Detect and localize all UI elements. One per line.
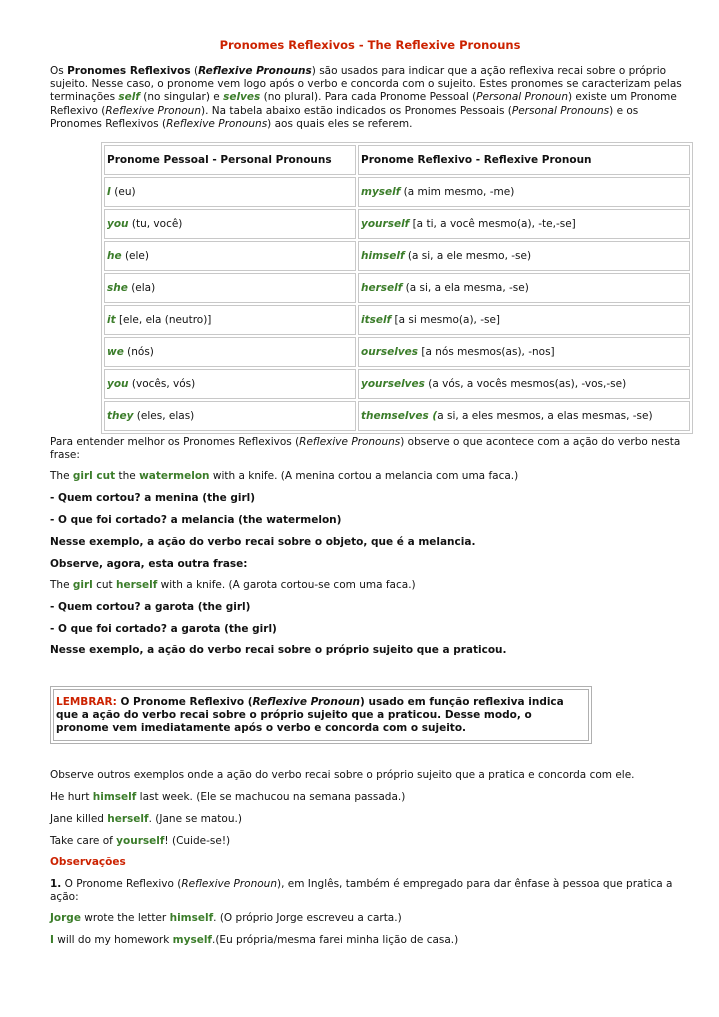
reflexive-pronoun: ourselves xyxy=(361,345,419,358)
translation: (a mim mesmo, -me) xyxy=(400,185,515,198)
intro-text: ) são usados para indicar que a ação reflexiva recai sobre o próprio sujeito. Nesse caso, o pronome vem logo após o verbo e concorda com o sujeito. Estes pronomes se caracterizam pelas terminações xyxy=(50,65,682,104)
section-heading: Observações xyxy=(50,856,126,868)
body-highlight: himself xyxy=(92,791,137,803)
body-bold: Nesse exemplo, a ação do verbo recai sobre o próprio sujeito que a praticou. xyxy=(50,644,507,656)
example-sentence xyxy=(50,579,690,592)
table-row xyxy=(104,209,690,239)
body-highlight: himself xyxy=(169,912,214,924)
translation: [a si mesmo(a), -se] xyxy=(391,313,501,326)
intro-text: ) existe um Pronome Reflexivo ( xyxy=(50,91,677,117)
examples-intro xyxy=(50,769,690,782)
body-bold: Observe, agora, esta outra frase: xyxy=(50,558,248,570)
body-text: will do my homework xyxy=(53,934,173,946)
intro-text: ( xyxy=(190,65,199,77)
reflexive-pronoun: myself xyxy=(361,185,401,198)
reminder-content: ) usado em função reflexiva indica que a ação do verbo recai sobre o próprio sujeito que a praticou. Desse modo, o pronome vem imediatamente após o verbo e concorda com o sujeito. xyxy=(56,696,564,735)
body-text: cut xyxy=(92,579,117,591)
body-bold: - O que foi cortado? a melancia (the watermelon) xyxy=(50,514,342,526)
body-highlight: myself xyxy=(172,934,212,946)
table-cell xyxy=(358,209,690,239)
translation: [a ti, a você mesmo(a), -te,-se] xyxy=(409,217,576,230)
observations-heading xyxy=(50,856,690,869)
intro-text: (no plural). Para cada Pronome Pessoal ( xyxy=(260,91,477,104)
body-highlight: I xyxy=(50,934,54,946)
reflexive-pronoun: himself xyxy=(361,249,405,262)
body-highlight: herself xyxy=(107,813,149,825)
intro-text: ) aos quais eles se referem. xyxy=(267,117,413,130)
body-bold: - Quem cortou? a menina (the girl) xyxy=(50,492,256,504)
personal-pronoun: it xyxy=(107,313,116,326)
conclusion-line xyxy=(50,536,690,549)
page-title: Pronomes Reflexivos - The Reflexive Pronouns xyxy=(219,38,521,52)
observation-item xyxy=(50,878,690,904)
question-line xyxy=(50,601,690,614)
personal-pronoun: she xyxy=(107,281,128,294)
reminder-content: O Pronome Reflexivo ( xyxy=(116,696,253,708)
intro-bold: Pronomes Reflexivos xyxy=(67,65,191,77)
translation: a si, a eles mesmos, a elas mesmas, -se) xyxy=(437,409,653,422)
example-sentence xyxy=(50,835,690,848)
body-text: ), em Inglês, também é empregado para dar ênfase à pessoa que pratica a ação: xyxy=(50,878,673,904)
translation: (a si, a ele mesmo, -se) xyxy=(404,249,532,262)
intro-bold-italic: Reflexive Pronouns xyxy=(198,65,312,77)
table-cell xyxy=(358,401,690,431)
intro-text: ). Na tabela abaixo estão indicados os Pronomes Pessoais ( xyxy=(201,104,512,117)
question-line xyxy=(50,514,690,527)
table-header-row xyxy=(104,145,690,175)
translation: (a si, a ela mesma, -se) xyxy=(402,281,529,294)
reflexive-pronoun: herself xyxy=(361,281,403,294)
body-bold: - Quem cortou? a garota (the girl) xyxy=(50,601,251,613)
pronoun-table xyxy=(101,142,693,434)
example-sentence xyxy=(50,791,690,804)
example-sentence xyxy=(50,912,690,925)
table-cell xyxy=(104,241,356,271)
intro-text: Os xyxy=(50,65,68,77)
intro-text: (no singular) e xyxy=(139,91,224,104)
body-text: The xyxy=(50,470,73,482)
body-text: last week. (Ele se machucou na semana passada.) xyxy=(136,791,406,803)
intro-text: ) e os Pronomes Reflexivos ( xyxy=(50,104,639,130)
table-row xyxy=(104,305,690,335)
reminder-box xyxy=(50,686,592,744)
table-cell xyxy=(358,177,690,207)
example-sentence xyxy=(50,813,690,826)
translation: (eu) xyxy=(110,185,136,198)
reflexive-pronoun: yourself xyxy=(361,217,410,230)
table-row xyxy=(104,369,690,399)
body-highlight: Jorge xyxy=(50,912,81,924)
body-italic: Reflexive Pronoun xyxy=(181,878,277,890)
body-text: ) observe o que acontece com a ação do verbo nesta frase: xyxy=(50,436,681,462)
reflexive-pronoun: itself xyxy=(361,313,392,326)
intro-highlight: selves xyxy=(223,91,261,104)
table-cell xyxy=(104,209,356,239)
table-row xyxy=(104,401,690,431)
personal-pronoun: he xyxy=(107,249,122,262)
explanation-paragraph xyxy=(50,436,690,462)
body-highlight: yourself xyxy=(116,835,165,847)
table-header: Pronome Reflexivo - Reflexive Pronoun xyxy=(358,145,690,175)
body-text: O Pronome Reflexivo ( xyxy=(61,878,182,890)
body-text: with a knife. (A garota cortou-se com uma faca.) xyxy=(157,579,416,591)
body-text: ! (Cuide-se!) xyxy=(164,835,231,847)
table-row xyxy=(104,177,690,207)
body-bold: - O que foi cortado? a garota (the girl) xyxy=(50,623,277,635)
intro-italic: Personal Pronouns xyxy=(511,104,610,117)
body-italic: Reflexive Pronouns xyxy=(299,436,401,448)
body-text: . (O próprio Jorge escreveu a carta.) xyxy=(213,912,402,924)
body-text: He hurt xyxy=(50,791,93,803)
personal-pronoun: I xyxy=(107,185,111,198)
translation: (ele) xyxy=(121,249,149,262)
body-text: .(Eu própria/mesma farei minha lição de casa.) xyxy=(212,934,459,946)
table-row xyxy=(104,273,690,303)
intro-italic: Personal Pronoun xyxy=(476,91,568,104)
translation: (ela) xyxy=(127,281,156,294)
body-highlight: watermelon xyxy=(139,470,210,482)
body-text: wrote the letter xyxy=(80,912,170,924)
body-text: Para entender melhor os Pronomes Reflexivos ( xyxy=(50,436,300,448)
translation: (nós) xyxy=(123,345,154,358)
table-header: Pronome Pessoal - Personal Pronouns xyxy=(104,145,356,175)
body-highlight: girl xyxy=(72,579,93,591)
translation: [a nós mesmos(as), -nos] xyxy=(418,345,555,358)
example-sentence xyxy=(50,470,690,483)
translation: (a vós, a vocês mesmos(as), -vos,-se) xyxy=(424,377,627,390)
table-cell xyxy=(358,241,690,271)
table-cell xyxy=(358,273,690,303)
translation: (eles, elas) xyxy=(133,409,195,422)
table-cell xyxy=(358,337,690,367)
personal-pronoun: they xyxy=(107,409,134,422)
personal-pronoun: we xyxy=(107,345,124,358)
body-highlight: girl cut xyxy=(72,470,116,482)
body-text: Take care of xyxy=(50,835,117,847)
table-cell xyxy=(358,305,690,335)
body-highlight: herself xyxy=(116,579,158,591)
body-text: The xyxy=(50,579,73,591)
conclusion-line xyxy=(50,644,690,657)
body-text: with a knife. (A menina cortou a melancia com uma faca.) xyxy=(209,470,519,482)
table-cell xyxy=(104,369,356,399)
personal-pronoun: you xyxy=(107,217,129,230)
table-cell xyxy=(358,369,690,399)
document-page xyxy=(50,38,690,946)
body-text: Observe outros exemplos onde a ação do verbo recai sobre o próprio sujeito que a pratica e concorda com ele. xyxy=(50,769,635,781)
reminder-label: LEMBRAR: xyxy=(56,696,117,708)
table-cell xyxy=(104,177,356,207)
body-bold: Nesse exemplo, a ação do verbo recai sobre o objeto, que é a melancia. xyxy=(50,536,476,548)
table-cell xyxy=(104,337,356,367)
translation: [ele, ela (neutro)] xyxy=(115,313,212,326)
reflexive-pronoun: themselves ( xyxy=(361,409,438,422)
table-cell xyxy=(104,401,356,431)
instruction-line xyxy=(50,558,690,571)
example-sentence xyxy=(50,934,690,947)
item-number: 1. xyxy=(50,878,62,890)
reminder-text xyxy=(53,689,589,741)
reminder-italic: Reflexive Pronoun xyxy=(252,696,361,708)
reflexive-pronoun: yourselves xyxy=(361,377,425,390)
body-text: the xyxy=(115,470,140,482)
table-cell xyxy=(104,305,356,335)
table-row xyxy=(104,241,690,271)
translation: (vocês, vós) xyxy=(128,377,196,390)
body-text: Jane killed xyxy=(50,813,108,825)
table-row xyxy=(104,337,690,367)
question-line xyxy=(50,623,690,636)
intro-highlight: self xyxy=(118,91,140,104)
intro-italic: Reflexive Pronouns xyxy=(166,117,268,130)
translation: (tu, você) xyxy=(128,217,183,230)
body-text: . (Jane se matou.) xyxy=(148,813,242,825)
personal-pronoun: you xyxy=(107,377,129,390)
question-line xyxy=(50,492,690,505)
table-cell xyxy=(104,273,356,303)
intro-paragraph xyxy=(50,65,690,131)
intro-italic: Reflexive Pronoun xyxy=(105,104,201,117)
